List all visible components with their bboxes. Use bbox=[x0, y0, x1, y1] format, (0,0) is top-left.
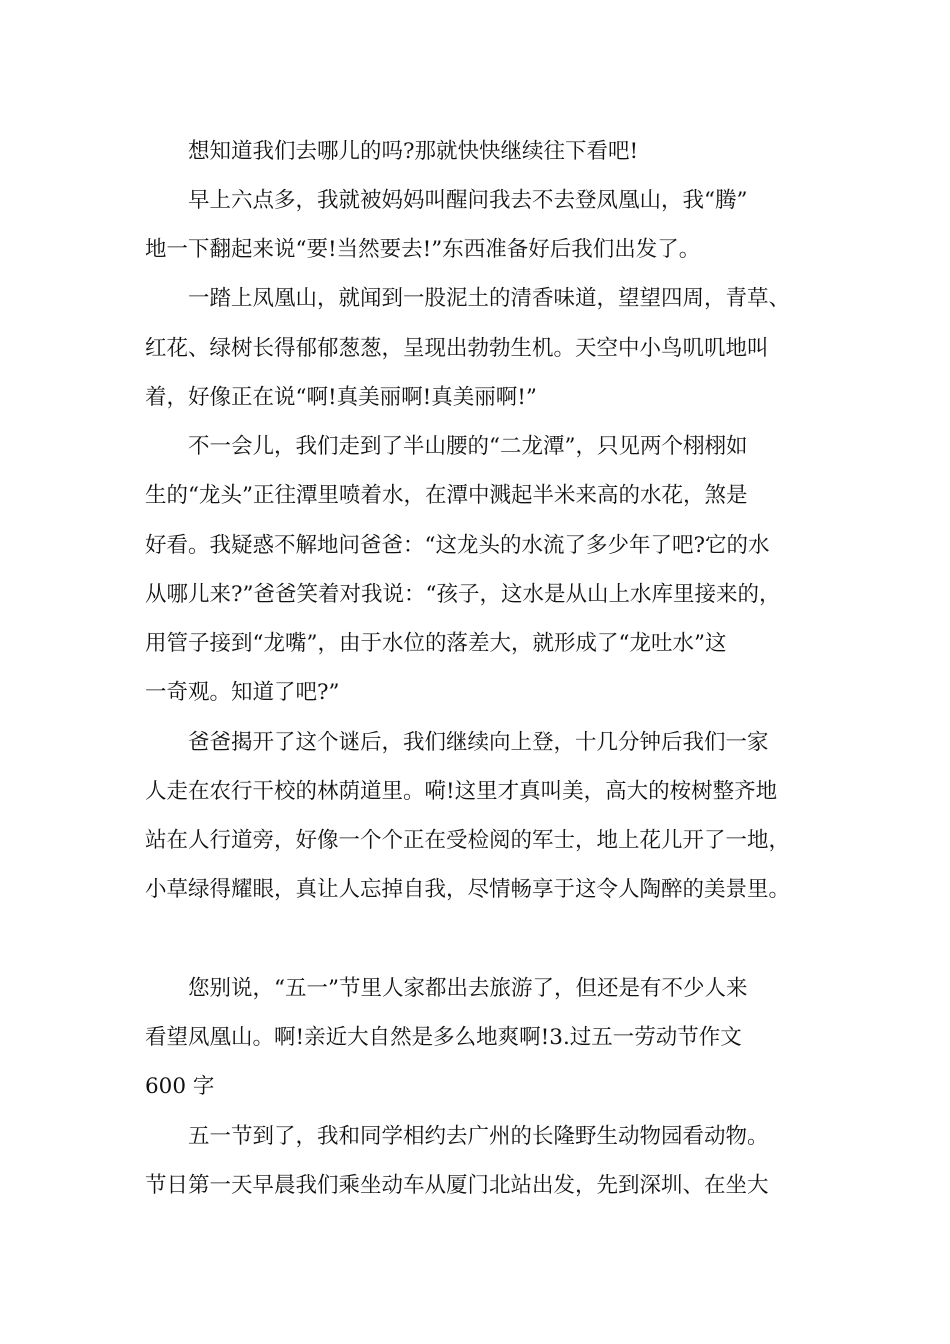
text-line: 想知道我们去哪儿的吗?那就快快继续往下看吧! bbox=[188, 139, 639, 164]
text-line: 红花、绿树长得郁郁葱葱，呈现出勃勃生机。天空中小鸟叽叽地叫 bbox=[145, 336, 769, 361]
text-line: 生的“龙头”正往潭里喷着水，在潭中溅起半米来高的水花，煞是 bbox=[145, 483, 748, 508]
text-line: 节日第一天早晨我们乘坐动车从厦门北站出发，先到深圳、在坐大 bbox=[145, 1173, 769, 1198]
text-line: 从哪儿来?”爸爸笑着对我说：“孩子，这水是从山上水库里接来的， bbox=[145, 582, 781, 607]
text-line: 爸爸揭开了这个谜后，我们继续向上登，十几分钟后我们一家 bbox=[188, 730, 769, 755]
text-line: 地一下翻起来说“要!当然要去!”东西准备好后我们出发了。 bbox=[145, 237, 701, 262]
text-line: 一踏上凤凰山，就闻到一股泥土的清香味道，望望四周，青草、 bbox=[188, 286, 791, 311]
text-line: 早上六点多，我就被妈妈叫醒问我去不去登凤凰山，我“腾” bbox=[188, 188, 748, 213]
text-line: 着，好像正在说“啊!真美丽啊!真美丽啊!” bbox=[145, 385, 537, 410]
text-line: 五一节到了，我和同学相约去广州的长隆野生动物园看动物。 bbox=[188, 1124, 769, 1149]
text-line: 站在人行道旁，好像一个个正在受检阅的军士，地上花儿开了一地， bbox=[145, 828, 791, 853]
text-line: 您别说，“五一”节里人家都出去旅游了，但还是有不少人来 bbox=[188, 976, 748, 1001]
text-line: 小草绿得耀眼，真让人忘掉自我，尽情畅享于这令人陶醉的美景里。 bbox=[145, 877, 791, 902]
text-line: 用管子接到“龙嘴”，由于水位的落差大，就形成了“龙吐水”这 bbox=[145, 631, 727, 656]
text-line: 不一会儿，我们走到了半山腰的“二龙潭”，只见两个栩栩如 bbox=[188, 434, 748, 459]
text-line: 人走在农行干校的林荫道里。嗬!这里才真叫美，高大的桉树整齐地 bbox=[145, 779, 778, 804]
text-line: 好看。我疑惑不解地问爸爸：“这龙头的水流了多少年了吧?它的水 bbox=[145, 533, 770, 558]
text-line: 一奇观。知道了吧?” bbox=[145, 680, 340, 705]
text-line: 600 字 bbox=[145, 1074, 215, 1099]
text-line: 看望凤凰山。啊!亲近大自然是多么地爽啊!3.过五一劳动节作文 bbox=[145, 1025, 742, 1050]
